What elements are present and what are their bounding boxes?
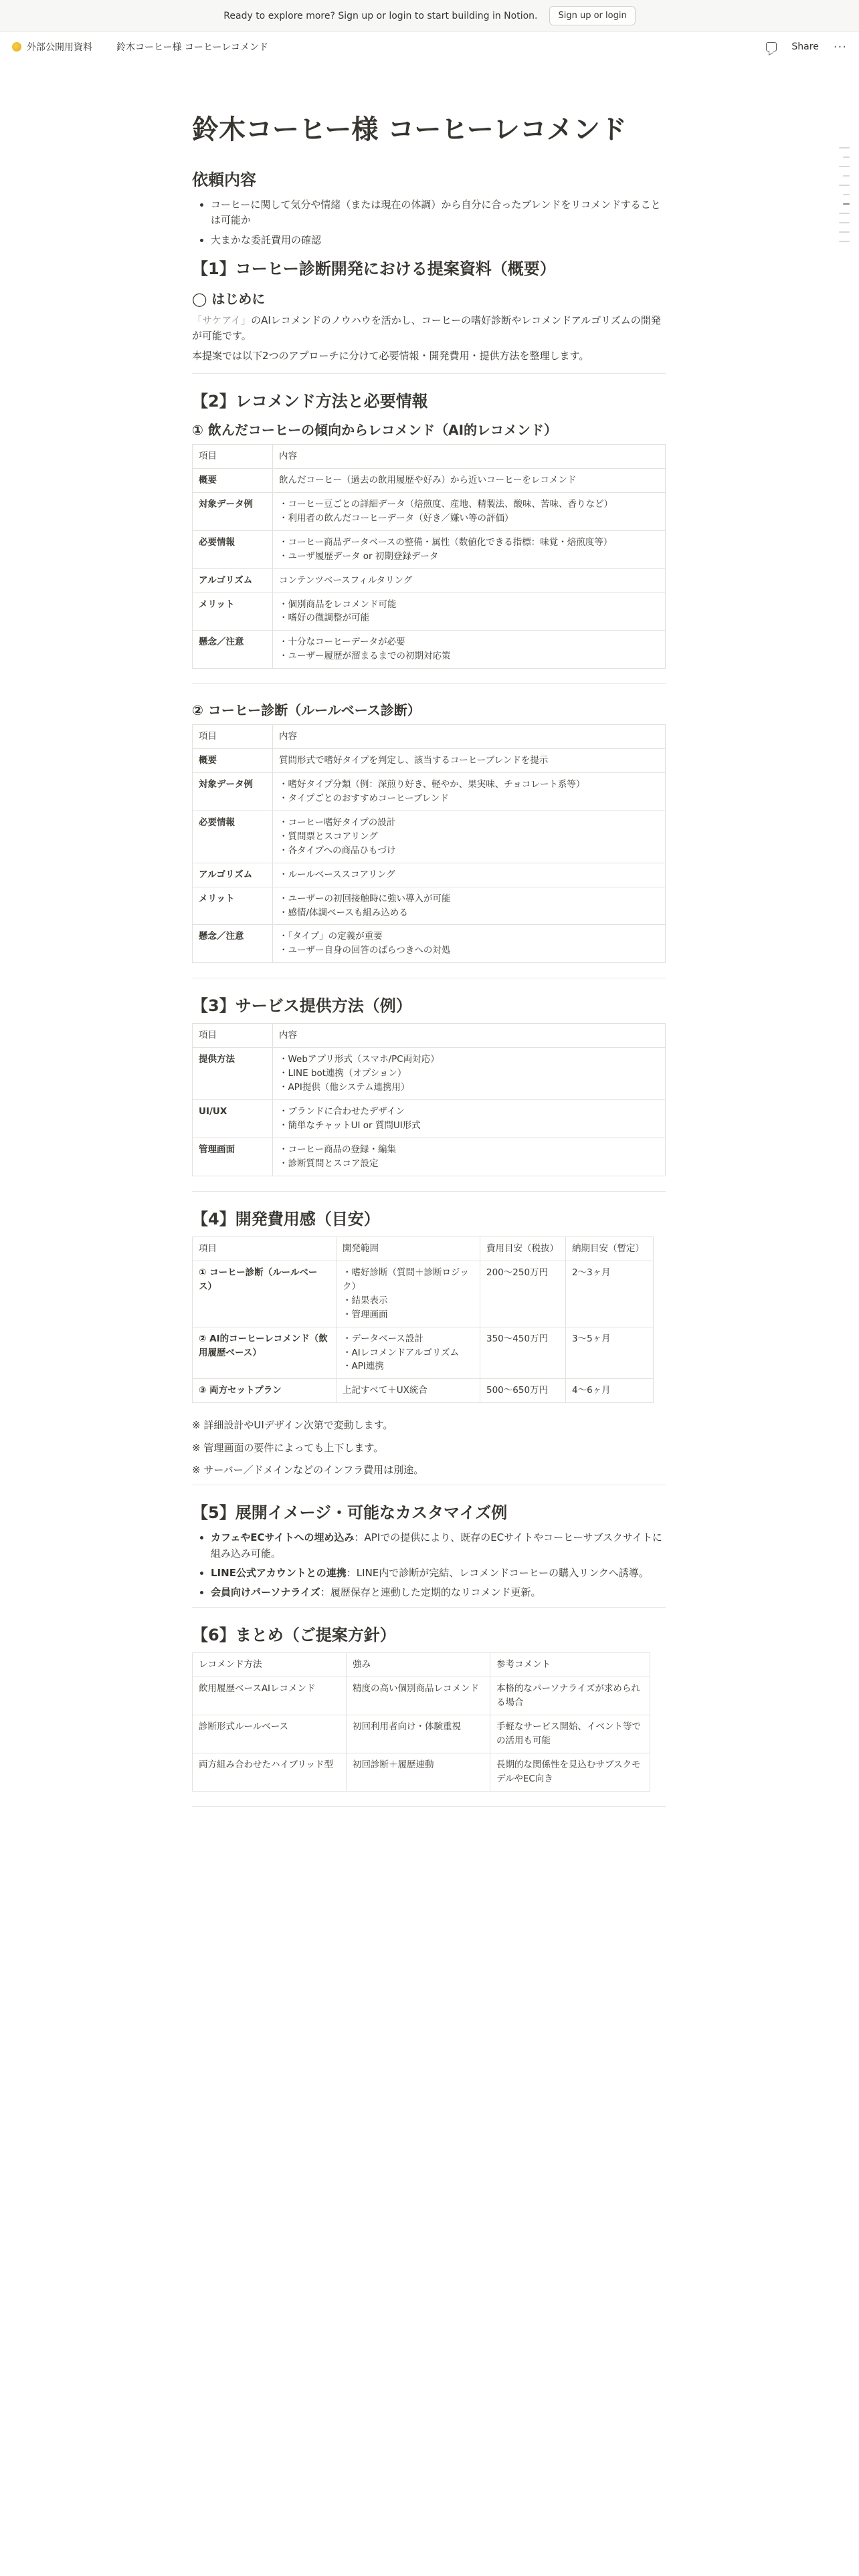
table-row (193, 925, 666, 963)
sakeai-name: 「サケアイ」 (192, 314, 252, 327)
table-cell: 提供方法 (193, 1048, 273, 1100)
table-row (193, 1100, 666, 1138)
signup-banner (0, 0, 859, 32)
intro-paragraph: 「サケアイ」のAIレコメンドのノウハウを活かし、コーヒーの嗜好診断やレコメンドアルゴリズムの開発が可能です。 (192, 314, 661, 342)
approach-a-heading: ① 飲んだコーヒーの傾向からレコメンド（AI的レコメンド） (192, 422, 558, 439)
table-row (193, 1327, 654, 1379)
table-cell: 質問形式で嗜好タイプを判定し、該当するコーヒーブレンドを提示 (273, 749, 666, 773)
table-cell: 手軽なサービス開始、イベント等での活用も可能 (490, 1715, 650, 1753)
table-cell: ・データベース設計 ・AIレコメンドアルゴリズム ・API連携 (337, 1327, 480, 1379)
table-cell: ・ユーザーの初回接触時に強い導入が可能 ・感情/体調ベースも組み込める (273, 887, 666, 925)
table-row (193, 492, 666, 530)
table-cell: ③ 両方セットプラン (193, 1379, 337, 1403)
table-cell: UI/UX (193, 1100, 273, 1138)
table-cell: ・コーヒー商品データベースの整備・属性（数値化できる指標：味覚・焙煎度等） ・ユーザ履歴データ or 初期登録データ (273, 530, 666, 568)
breadcrumb (12, 40, 268, 53)
more-icon[interactable]: ··· (833, 39, 847, 54)
list-item: • コーヒーに関して気分や情緒（または現在の体調）から自分に合ったブレンドをリコメンドすることは可能か (211, 197, 666, 229)
table-row (193, 593, 666, 631)
table-cell: 懸念／注意 (193, 925, 273, 963)
breadcrumb-page[interactable]: 鈴木コーヒー様 コーヒーレコメンド (116, 42, 269, 53)
table-cell: コンテンツベースフィルタリング (273, 568, 666, 593)
table-header-row (193, 725, 666, 749)
table-cell: ・個別商品をレコメンド可能 ・嗜好の微調整が可能 (273, 593, 666, 631)
table-cell: 初回利用者向け・体験重視 (347, 1715, 490, 1753)
table-of-contents-minimap[interactable] (836, 147, 850, 250)
table-row (193, 749, 666, 773)
request-list (192, 197, 666, 248)
table-cell: ・コーヒー商品の登録・編集 ・診断質問とスコア設定 (273, 1138, 666, 1176)
table-header-cell: 項目 (193, 1024, 273, 1048)
table-cell: アルゴリズム (193, 568, 273, 593)
topbar (0, 32, 859, 62)
section1-heading: 【1】コーヒー診断開発における提案資料（概要） (192, 259, 556, 278)
section2-heading: 【2】レコメンド方法と必要情報 (192, 391, 428, 411)
table-cell: 350〜450万円 (480, 1327, 566, 1379)
table-cell: ・十分なコーヒーデータが必要 ・ユーザー履歴が溜まるまでの初期対応策 (273, 631, 666, 669)
section4-heading: 【4】開発費用感（目安） (192, 1209, 380, 1228)
table-cell: 懸念／注意 (193, 631, 273, 669)
section6-heading: 【6】まとめ（ご提案方針） (192, 1626, 396, 1645)
table-cell: 本格的なパーソナライズが求められる場合 (490, 1677, 650, 1715)
table-cell: 管理画面 (193, 1138, 273, 1176)
table-row (193, 1753, 650, 1792)
table-cell: 200〜250万円 (480, 1261, 566, 1327)
table-row (193, 468, 666, 492)
divider (192, 1607, 666, 1608)
table-header-row (193, 445, 666, 469)
table-row (193, 1138, 666, 1176)
breadcrumb-workspace[interactable]: 外部公開用資料 (27, 42, 92, 53)
page-content (192, 114, 666, 1824)
cost-note: ※ サーバー／ドメインなどのインフラ費用は別途。 (192, 1463, 424, 1476)
table-cell: ・嗜好診断（質問＋診断ロジック） ・結果表示 ・管理画面 (337, 1261, 480, 1327)
table-cell: 概要 (193, 468, 273, 492)
divider (192, 1806, 666, 1807)
section5-heading: 【5】展開イメージ・可能なカスタマイズ例 (192, 1503, 508, 1523)
table-cell: 概要 (193, 749, 273, 773)
table-header-cell: 項目 (193, 445, 273, 469)
table-cell: メリット (193, 593, 273, 631)
page-title: 鈴木コーヒー様 コーヒーレコメンド (192, 114, 627, 145)
table-header-cell: 強み (347, 1653, 490, 1677)
summary-table (192, 1652, 650, 1791)
table-row (193, 773, 666, 811)
table-cell: 対象データ例 (193, 492, 273, 530)
table-header-cell: 項目 (193, 1237, 337, 1261)
divider (192, 683, 666, 684)
table-cell: 両方組み合わせたハイブリッド型 (193, 1753, 347, 1792)
table-cell: 対象データ例 (193, 773, 273, 811)
table-row (193, 887, 666, 925)
table-cell: 3〜5ヶ月 (566, 1327, 654, 1379)
table-row (193, 1677, 650, 1715)
table-cell: 4〜6ヶ月 (566, 1379, 654, 1403)
approach-b-heading: ② コーヒー診断（ルールベース診断） (192, 702, 421, 719)
cost-table (192, 1237, 654, 1403)
list-item: • 会員向けパーソナライズ：履歴保存と連動した定期的なリコメンド更新。 (211, 1585, 666, 1600)
table-cell: 500〜650万円 (480, 1379, 566, 1403)
intro-paragraph-2: 本提案では以下2つのアプローチに分けて必要情報・開発費用・提供方法を整理します。 (192, 349, 589, 362)
table-cell: 必要情報 (193, 811, 273, 863)
table-header-row (193, 1237, 654, 1261)
table-cell: ・ルールベーススコアリング (273, 863, 666, 887)
table-cell: 診断形式ルールベース (193, 1715, 347, 1753)
intro-heading: ◯ はじめに (192, 291, 266, 308)
table-row (193, 1048, 666, 1100)
list-item: • LINE公式アカウントとの連携：LINE内で診断が完結、レコメンドコーヒーの購入リンクへ誘導。 (211, 1566, 666, 1581)
table-cell: メリット (193, 887, 273, 925)
table-row (193, 811, 666, 863)
table-cell: ・Webアプリ形式（スマホ/PC両対応） ・LINE bot連携（オプション） ・API提供（他システム連携用） (273, 1048, 666, 1100)
table-row (193, 1379, 654, 1403)
table-header-cell: 納期目安（暫定） (566, 1237, 654, 1261)
table-row (193, 568, 666, 593)
section3-heading: 【3】サービス提供方法（例） (192, 996, 412, 1016)
approach-a-table (192, 444, 666, 669)
table-header-cell: 参考コメント (490, 1653, 650, 1677)
cost-note: ※ 詳細設計やUIデザイン次第で変動します。 (192, 1419, 393, 1432)
table-cell: ① コーヒー診断（ルールベース） (193, 1261, 337, 1327)
table-row (193, 863, 666, 887)
list-item: • 大まかな委託費用の確認 (211, 233, 666, 248)
divider (192, 373, 666, 374)
table-cell: 飲用履歴ベースAIレコメンド (193, 1677, 347, 1715)
table-cell: ・コーヒー嗜好タイプの設計 ・質問票とスコアリング ・各タイプへの商品ひもづけ (273, 811, 666, 863)
cost-note: ※ 管理画面の要件によっても上下します。 (192, 1441, 384, 1454)
table-cell: 初回診断＋履歴連動 (347, 1753, 490, 1792)
signup-login-button[interactable]: Sign up or login (549, 6, 635, 25)
comment-icon[interactable] (766, 42, 777, 51)
request-heading: 依頼内容 (192, 171, 256, 189)
table-cell: 長期的な関係性を見込むサブスクモデルやEC向き (490, 1753, 650, 1792)
table-header-row (193, 1024, 666, 1048)
table-cell: 必要情報 (193, 530, 273, 568)
table-cell: ・ブランドに合わせたデザイン ・簡単なチャットUI or 質問UI形式 (273, 1100, 666, 1138)
table-header-cell: 内容 (273, 725, 666, 749)
table-header-row (193, 1653, 650, 1677)
approach-b-table (192, 724, 666, 963)
divider (192, 1191, 666, 1192)
table-header-cell: レコメンド方法 (193, 1653, 347, 1677)
workspace-icon (12, 42, 21, 51)
table-row (193, 1261, 654, 1327)
table-header-cell: 内容 (273, 445, 666, 469)
list-item: • カフェやECサイトへの埋め込み：APIでの提供により、既存のECサイトやコーヒーサブスクサイトに組み込み可能。 (211, 1530, 666, 1562)
table-row (193, 631, 666, 669)
table-cell: ② AI的コーヒーレコメンド（飲用履歴ベース） (193, 1327, 337, 1379)
table-header-cell: 費用目安（税抜） (480, 1237, 566, 1261)
table-cell: アルゴリズム (193, 863, 273, 887)
table-row (193, 530, 666, 568)
service-table (192, 1023, 666, 1176)
table-cell: ・コーヒー豆ごとの詳細データ（焙煎度、産地、精製法、酸味、苦味、香りなど） ・利用者の飲んだコーヒーデータ（好き／嫌い等の評価） (273, 492, 666, 530)
table-header-cell: 項目 (193, 725, 273, 749)
table-cell: 上記すべて＋UX統合 (337, 1379, 480, 1403)
table-header-cell: 開発範囲 (337, 1237, 480, 1261)
table-cell: 精度の高い個別商品レコメンド (347, 1677, 490, 1715)
table-cell: 2〜3ヶ月 (566, 1261, 654, 1327)
customize-list (192, 1530, 666, 1600)
table-cell: 飲んだコーヒー（過去の飲用履歴や好み）から近いコーヒーをレコメンド (273, 468, 666, 492)
share-button[interactable]: Share (791, 41, 819, 52)
table-row (193, 1715, 650, 1753)
banner-text: Ready to explore more? Sign up or login to start building in Notion. (223, 10, 538, 21)
table-cell: ・嗜好タイプ分類（例：深煎り好き、軽やか、果実味、チョコレート系等） ・タイプごとのおすすめコーヒーブレンド (273, 773, 666, 811)
table-cell: ・「タイプ」の定義が重要 ・ユーザー自身の回答のばらつきへの対処 (273, 925, 666, 963)
table-header-cell: 内容 (273, 1024, 666, 1048)
